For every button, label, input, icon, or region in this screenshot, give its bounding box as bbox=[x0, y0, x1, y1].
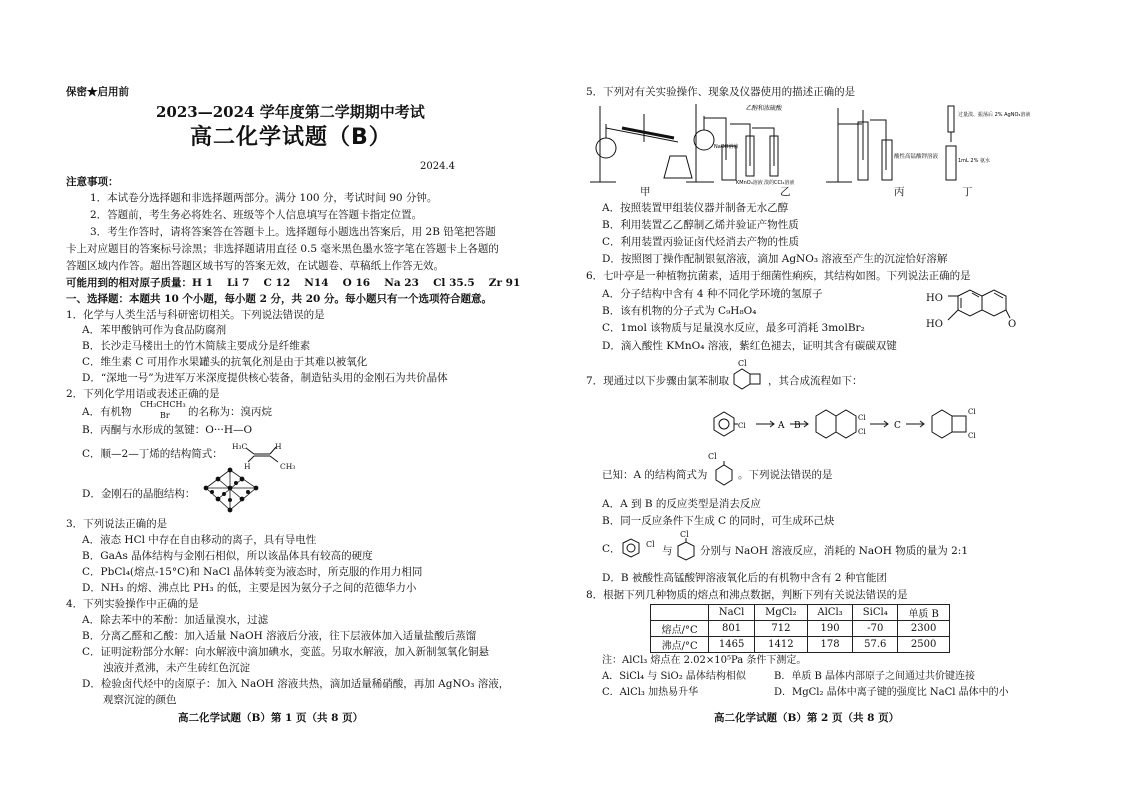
q5-option-b: B．利用装置乙乙醇制乙烯并验证产物性质 bbox=[602, 219, 799, 231]
q6-ho-1: HO bbox=[926, 293, 943, 304]
note-4: 卡上对应题目的答案标号涂黑；非选择题请用直径 0.5 毫米黑色墨水签字笔在答题卡上各题的 bbox=[66, 243, 499, 255]
q7-option-c: C． bbox=[602, 543, 621, 555]
q2-c-h-top: H bbox=[275, 442, 282, 451]
q5-label-reagent-2: NaOH溶液 bbox=[714, 144, 739, 150]
table-cell: 熔点/°C bbox=[651, 621, 709, 637]
table-cell: 57.6 bbox=[853, 637, 898, 653]
table-cell: 2500 bbox=[898, 637, 950, 653]
q6-ho-2: HO bbox=[926, 319, 943, 330]
q8-note: 注：AlCl₃ 熔点在 2.02×10⁵Pa 条件下测定。 bbox=[602, 655, 807, 666]
q5-label-reagent-3: KMnO₄溶液 bbox=[736, 180, 763, 186]
q2-a-br: Br bbox=[160, 411, 170, 420]
q3-stem: 3．下列说法正确的是 bbox=[66, 518, 168, 530]
esculetin-structure-icon bbox=[946, 286, 1010, 332]
q5-label-reagent-7: 1mL 2% 氨水 bbox=[958, 158, 990, 164]
q7-c-cl-2: Cl bbox=[680, 530, 689, 539]
q7-known: 已知：A 的结构简式为 bbox=[602, 469, 708, 481]
table-cell: 178 bbox=[807, 637, 852, 653]
q6-option-d: D．滴入酸性 KMnO₄ 溶液，紫红色褪去，证明其含有碳碳双键 bbox=[602, 340, 897, 352]
table-row bbox=[651, 621, 950, 637]
q5-label-ding: 丁 bbox=[962, 186, 973, 198]
q5-stem: 5．下列对有关实验操作、现象及仪器使用的描述正确的是 bbox=[586, 86, 856, 98]
q2-option-b: B．丙酮与水形成的氢键：O···H—O bbox=[82, 424, 253, 436]
q5-option-d: D．按照图丁操作配制银氨溶液，滴加 AgNO₃ 溶液至产生的沉淀恰好溶解 bbox=[602, 253, 948, 265]
note-2: 2．答题前，考生务必将姓名、班级等个人信息填写在答题卡指定位置。 bbox=[90, 209, 423, 221]
table-header-cell: SiCl₄ bbox=[853, 605, 898, 621]
table-cell: 沸点/°C bbox=[651, 637, 709, 653]
q5-label-jia: 甲 bbox=[640, 186, 651, 198]
page-2 bbox=[562, 0, 1102, 794]
table-row bbox=[651, 637, 950, 653]
q8-option-c: C．AlCl₃ 加热易升华 bbox=[602, 687, 699, 698]
flow-a: A bbox=[778, 421, 785, 431]
q8-option-a: A．SiCl₄ 与 SiO₂ 晶体结构相似 bbox=[602, 671, 746, 682]
q7-option-d: D．B 被酸性高锰酸钾溶液氧化后的有机物中含有 2 种官能团 bbox=[602, 572, 887, 584]
q5-label-reagent-5: 酸性高锰酸钾溶液 bbox=[894, 154, 939, 160]
q1-option-b: B．长沙走马楼出土的竹木简牍主要成分是纤维素 bbox=[82, 340, 311, 352]
q6-o: O bbox=[1008, 319, 1017, 330]
q5-label-reagent-1: 乙醇和浓硫酸 bbox=[746, 105, 783, 112]
flow-c: C bbox=[894, 421, 901, 431]
q2-option-a: A．有机物 bbox=[82, 406, 132, 418]
table-cell: 190 bbox=[807, 621, 852, 637]
note-5: 答题区域内作答。超出答题区域书写的答案无效，在试题卷、草稿纸上作答无效。 bbox=[66, 260, 444, 272]
table-cell: 2300 bbox=[898, 621, 950, 637]
table-header-row bbox=[651, 605, 950, 621]
butene-structure-icon bbox=[240, 444, 284, 466]
flow-cl-2: Cl bbox=[858, 414, 866, 422]
q3-option-a: A．液态 HCl 中存在自由移动的离子，具有导电性 bbox=[82, 534, 317, 546]
q5-option-c: C．利用装置丙验证卤代烃消去产物的性质 bbox=[602, 236, 800, 248]
exam-date: 2024.4 bbox=[420, 161, 455, 172]
q3-option-c: C．PbCl₄(熔点-15°C)和 NaCl 晶体转变为液态时，所克服的作用力相同 bbox=[82, 566, 423, 578]
table-cell: -70 bbox=[853, 621, 898, 637]
table-cell: 1465 bbox=[709, 637, 755, 653]
q4-stem: 4．下列实验操作中正确的是 bbox=[66, 598, 199, 610]
q4-option-d: D．检验卤代烃中的卤原子：加入 NaOH 溶液共热，滴加适量稀硝酸，再加 AgNO₃ 溶液， bbox=[82, 678, 510, 690]
q3-option-b: B．GaAs 晶体结构与金刚石相似，所以该晶体具有较高的硬度 bbox=[82, 550, 373, 562]
q1-option-a: A．苯甲酸钠可作为食品防腐剂 bbox=[82, 324, 227, 336]
q2-a-structure: CH₃CHCH₃ bbox=[140, 400, 186, 409]
table-cell: 801 bbox=[709, 621, 755, 637]
q6-stem: 6．七叶亭是一种植物抗菌素，适用于细菌性痢疾，其结构如图。下列说法正确的是 bbox=[586, 270, 971, 282]
q7-option-c-text: 分别与 NaOH 溶液反应，消耗的 NaOH 物质的量为 2:1 bbox=[700, 545, 969, 557]
q8-option-d: D．MgCl₂ 晶体中离子键的强度比 NaCl 晶体中的小 bbox=[774, 687, 1009, 698]
synthesis-flow-diagram bbox=[700, 400, 1000, 460]
q2-a-name: 的名称为：溴丙烷 bbox=[188, 406, 272, 418]
diamond-unit-cell-icon bbox=[200, 466, 262, 516]
atomic-masses: 可能用到的相对原子质量：H 1 Li 7 C 12 N14 O 16 Na 23 Cl 35.5 Zr 91 bbox=[66, 277, 521, 289]
confidential-label: 保密★启用前 bbox=[66, 86, 129, 98]
flow-cl-1: Cl bbox=[738, 422, 746, 430]
table-header-cell: 单质 B bbox=[898, 605, 950, 621]
table-cell: 1412 bbox=[754, 637, 807, 653]
q4-option-d-cont: 观察沉淀的颜色 bbox=[82, 694, 177, 706]
q5-option-a: A．按照装置甲组装仪器并制备无水乙醇 bbox=[602, 202, 789, 214]
flow-cl-5: Cl bbox=[968, 432, 976, 440]
target-molecule-icon bbox=[730, 366, 764, 394]
q7-option-a: A．A 到 B 的反应类型是消去反应 bbox=[602, 498, 761, 510]
q7-known-cl: Cl bbox=[708, 452, 717, 461]
q2-c-h3c: H₃C bbox=[232, 442, 248, 451]
q7-stem: 7．现通过以下步骤由氯苯制取 bbox=[586, 375, 730, 387]
flow-cl-4: Cl bbox=[968, 408, 976, 416]
flow-cl-3: Cl bbox=[858, 428, 866, 436]
melting-boiling-table bbox=[650, 604, 950, 653]
q4-option-b: B．分离乙醛和乙酸：加入适量 NaOH 溶液后分液，往下层液体加入适量盐酸后蒸馏 bbox=[82, 630, 477, 642]
table-header-cell: NaCl bbox=[709, 605, 755, 621]
q1-option-c: C．维生素 C 可用作水果罐头的抗氧化剂是由于其难以被氧化 bbox=[82, 356, 368, 368]
q5-label-bing: 丙 bbox=[894, 186, 905, 198]
q3-option-d: D．NH₃ 的熔、沸点比 PH₃ 的低，主要是因为氨分子之间的范德华力小 bbox=[82, 582, 417, 594]
page-footer: 高二化学试题（B）第 1 页（共 8 页） bbox=[178, 712, 364, 724]
q4-option-c: C．证明淀粉部分水解：向水解液中滴加碘水，变蓝。另取水解液，加入新制氢氧化铜悬 bbox=[82, 646, 490, 658]
q5-label-reagent-4: 溴的CCl₄溶液 bbox=[764, 180, 795, 186]
chlorobenzene-icon bbox=[620, 536, 646, 560]
section-1-heading: 一、选择题：本题共 10 个小题，每小题 2 分，共 20 分。每小题只有一个选项符合题意。 bbox=[66, 293, 492, 305]
q2-stem: 2．下列化学用语或表述正确的是 bbox=[66, 388, 220, 400]
q4-option-a: A．除去苯中的苯酚：加适量溴水，过滤 bbox=[82, 614, 269, 626]
q2-option-c: C．顺—2—丁烯的结构简式： bbox=[82, 448, 223, 460]
table-header-cell bbox=[651, 605, 709, 621]
q7-stem-end: ，其合成流程如下： bbox=[768, 375, 863, 387]
page-1 bbox=[0, 0, 540, 794]
page-title: 高二化学试题（B） bbox=[190, 125, 392, 150]
q5-label-yi: 乙 bbox=[780, 186, 791, 198]
note-3: 3．考生作答时，请将答案答在答题卡上。选择题每小题选出答案后，用 2B 铅笔把答题 bbox=[90, 226, 496, 238]
q5-label-reagent-6: 过量溴、振荡后 2% AgNO₃溶液 bbox=[958, 112, 1031, 118]
q7-c-and: 与 bbox=[662, 545, 673, 557]
q8-stem: 8．根据下列几种物质的熔点和沸点数据，判断下列有关说法错误的是 bbox=[586, 589, 908, 601]
q6-option-b: B．该有机物的分子式为 C₉H₈O₄ bbox=[602, 305, 757, 317]
page-footer-2: 高二化学试题（B）第 2 页（共 8 页） bbox=[714, 712, 900, 724]
table-header-cell: AlCl₃ bbox=[807, 605, 852, 621]
lab-apparatus-figure bbox=[586, 100, 1031, 186]
exam-year-title: 2023—2024 学年度第二学期期中考试 bbox=[156, 103, 425, 121]
q7-cl-top: Cl bbox=[738, 359, 747, 368]
q6-option-c: C．1mol 该物质与足量溴水反应，最多可消耗 3molBr₂ bbox=[602, 322, 865, 334]
q4-option-c-cont: 浊液并煮沸，未产生砖红色沉淀 bbox=[82, 662, 250, 674]
q1-option-d: D．“深地一号”为进军万米深度提供核心装备，制造钻头用的金刚石为共价晶体 bbox=[82, 372, 448, 384]
table-cell: 712 bbox=[754, 621, 807, 637]
q7-option-b: B．同一反应条件下生成 C 的同时，可生成环己炔 bbox=[602, 515, 835, 527]
q8-option-b: B．单质 B 晶体内部原子之间通过共价键连接 bbox=[774, 671, 976, 682]
q1-stem: 1．化学与人类生活与科研密切相关。下列说法错误的是 bbox=[66, 309, 325, 321]
q6-option-a: A．分子结构中含有 4 种不同化学环境的氢原子 bbox=[602, 288, 823, 300]
q2-c-ch3: CH₃ bbox=[280, 462, 296, 471]
q7-c-cl-1: Cl bbox=[646, 540, 655, 549]
q7-known-end: 。下列说法错误的是 bbox=[738, 469, 833, 481]
q2-option-d: D．金刚石的晶胞结构： bbox=[82, 488, 196, 500]
table-header-cell: MgCl₂ bbox=[754, 605, 807, 621]
flow-b: B bbox=[794, 421, 801, 431]
notes-heading: 注意事项： bbox=[66, 176, 119, 188]
note-1: 1．本试卷分选择题和非选择题两部分。满分 100 分，考试时间 90 分钟。 bbox=[90, 192, 438, 204]
q2-c-h-bottom: H bbox=[244, 462, 251, 471]
